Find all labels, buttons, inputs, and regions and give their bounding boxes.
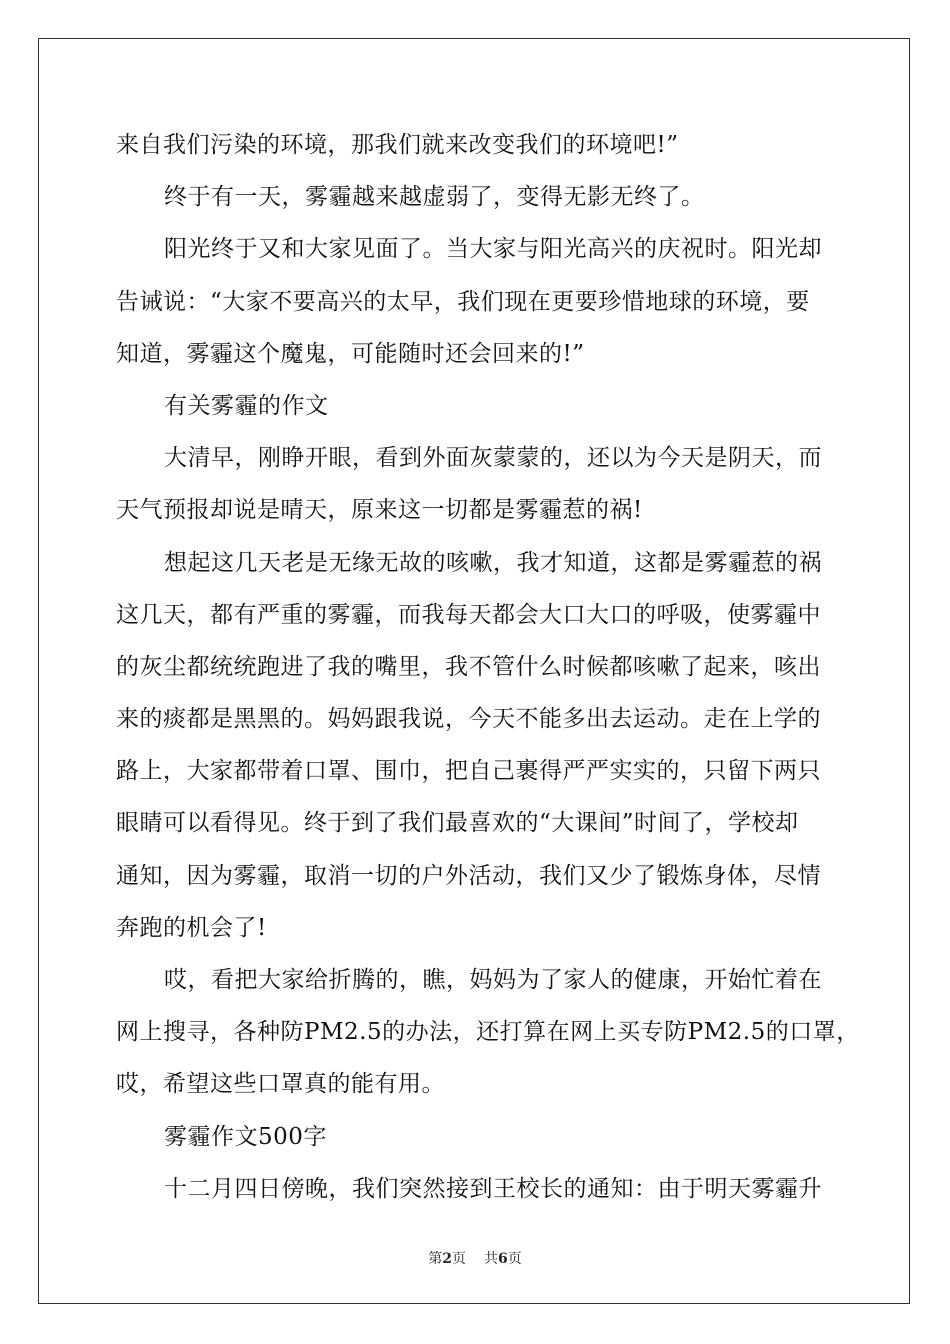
page-number-current: 2 [442,1251,452,1267]
total-pages-count: 6 [498,1251,508,1267]
text-line: 终于有一天，雾霾越来越虚弱了，变得无影无终了。 [164,184,705,211]
text-line: 奔跑的机会了! [116,914,267,941]
text-line: 知道，雾霾这个魔鬼，可能随时还会回来的!” [116,340,585,367]
text-line: 大清早，刚睁开眼，看到外面灰蒙蒙的，还以为今天是阴天，而 [164,445,822,472]
text-line: 天气预报却说是晴天，原来这一切都是雾霾惹的祸! [116,497,643,524]
text-line: 来自我们污染的环境，那我们就来改变我们的环境吧!” [116,132,679,158]
text-line: 哎，看把大家给折腾的，瞧，妈妈为了家人的健康，开始忙着在 [164,967,822,993]
document-body [116,125,860,1221]
text-line: 网上搜寻，各种防PM2.5的办法，还打算在网上买专防PM2.5的口罩， [116,1019,860,1046]
page-footer [0,1248,950,1268]
total-pages-prefix: 共 [484,1251,498,1267]
text-line: 来的痰都是黑黑的。妈妈跟我说，今天不能多出去运动。走在上学的 [116,706,821,733]
text-line: 阳光终于又和大家见面了。当大家与阳光高兴的庆祝时。阳光却 [164,236,822,263]
text-line: 告诫说：“大家不要高兴的太早，我们现在更要珍惜地球的环境，要 [116,288,810,315]
text-line: 想起这几天老是无缘无故的咳嗽，我才知道，这都是雾霾惹的祸 [164,549,822,576]
text-line: 这几天，都有严重的雾霾，而我每天都会大口大口的呼吸，使雾霾中 [116,601,821,628]
text-line: 眼睛可以看得见。终于到了我们最喜欢的“大课间”时间了，学校却 [116,810,799,837]
page-number-prefix: 第 [428,1251,443,1267]
section-heading: 有关雾霾的作文 [164,392,329,419]
page-number-suffix: 页 [452,1251,466,1267]
total-pages-suffix: 页 [507,1251,522,1267]
text-line: 十二月四日傍晚，我们突然接到王校长的通知：由于明天雾霾升 [164,1175,822,1202]
text-line: 的灰尘都统统跑进了我的嘴里，我不管什么时候都咳嗽了起来，咳出 [116,653,821,680]
text-line: 路上，大家都带着口罩、围巾，把自己裹得严严实实的，只留下两只 [116,758,821,785]
section-heading: 雾霾作文500字 [164,1123,327,1150]
text-line: 通知，因为雾霾，取消一切的户外活动，我们又少了锻炼身体，尽情 [116,862,821,889]
text-line: 哎，希望这些口罩真的能有用。 [116,1071,445,1098]
